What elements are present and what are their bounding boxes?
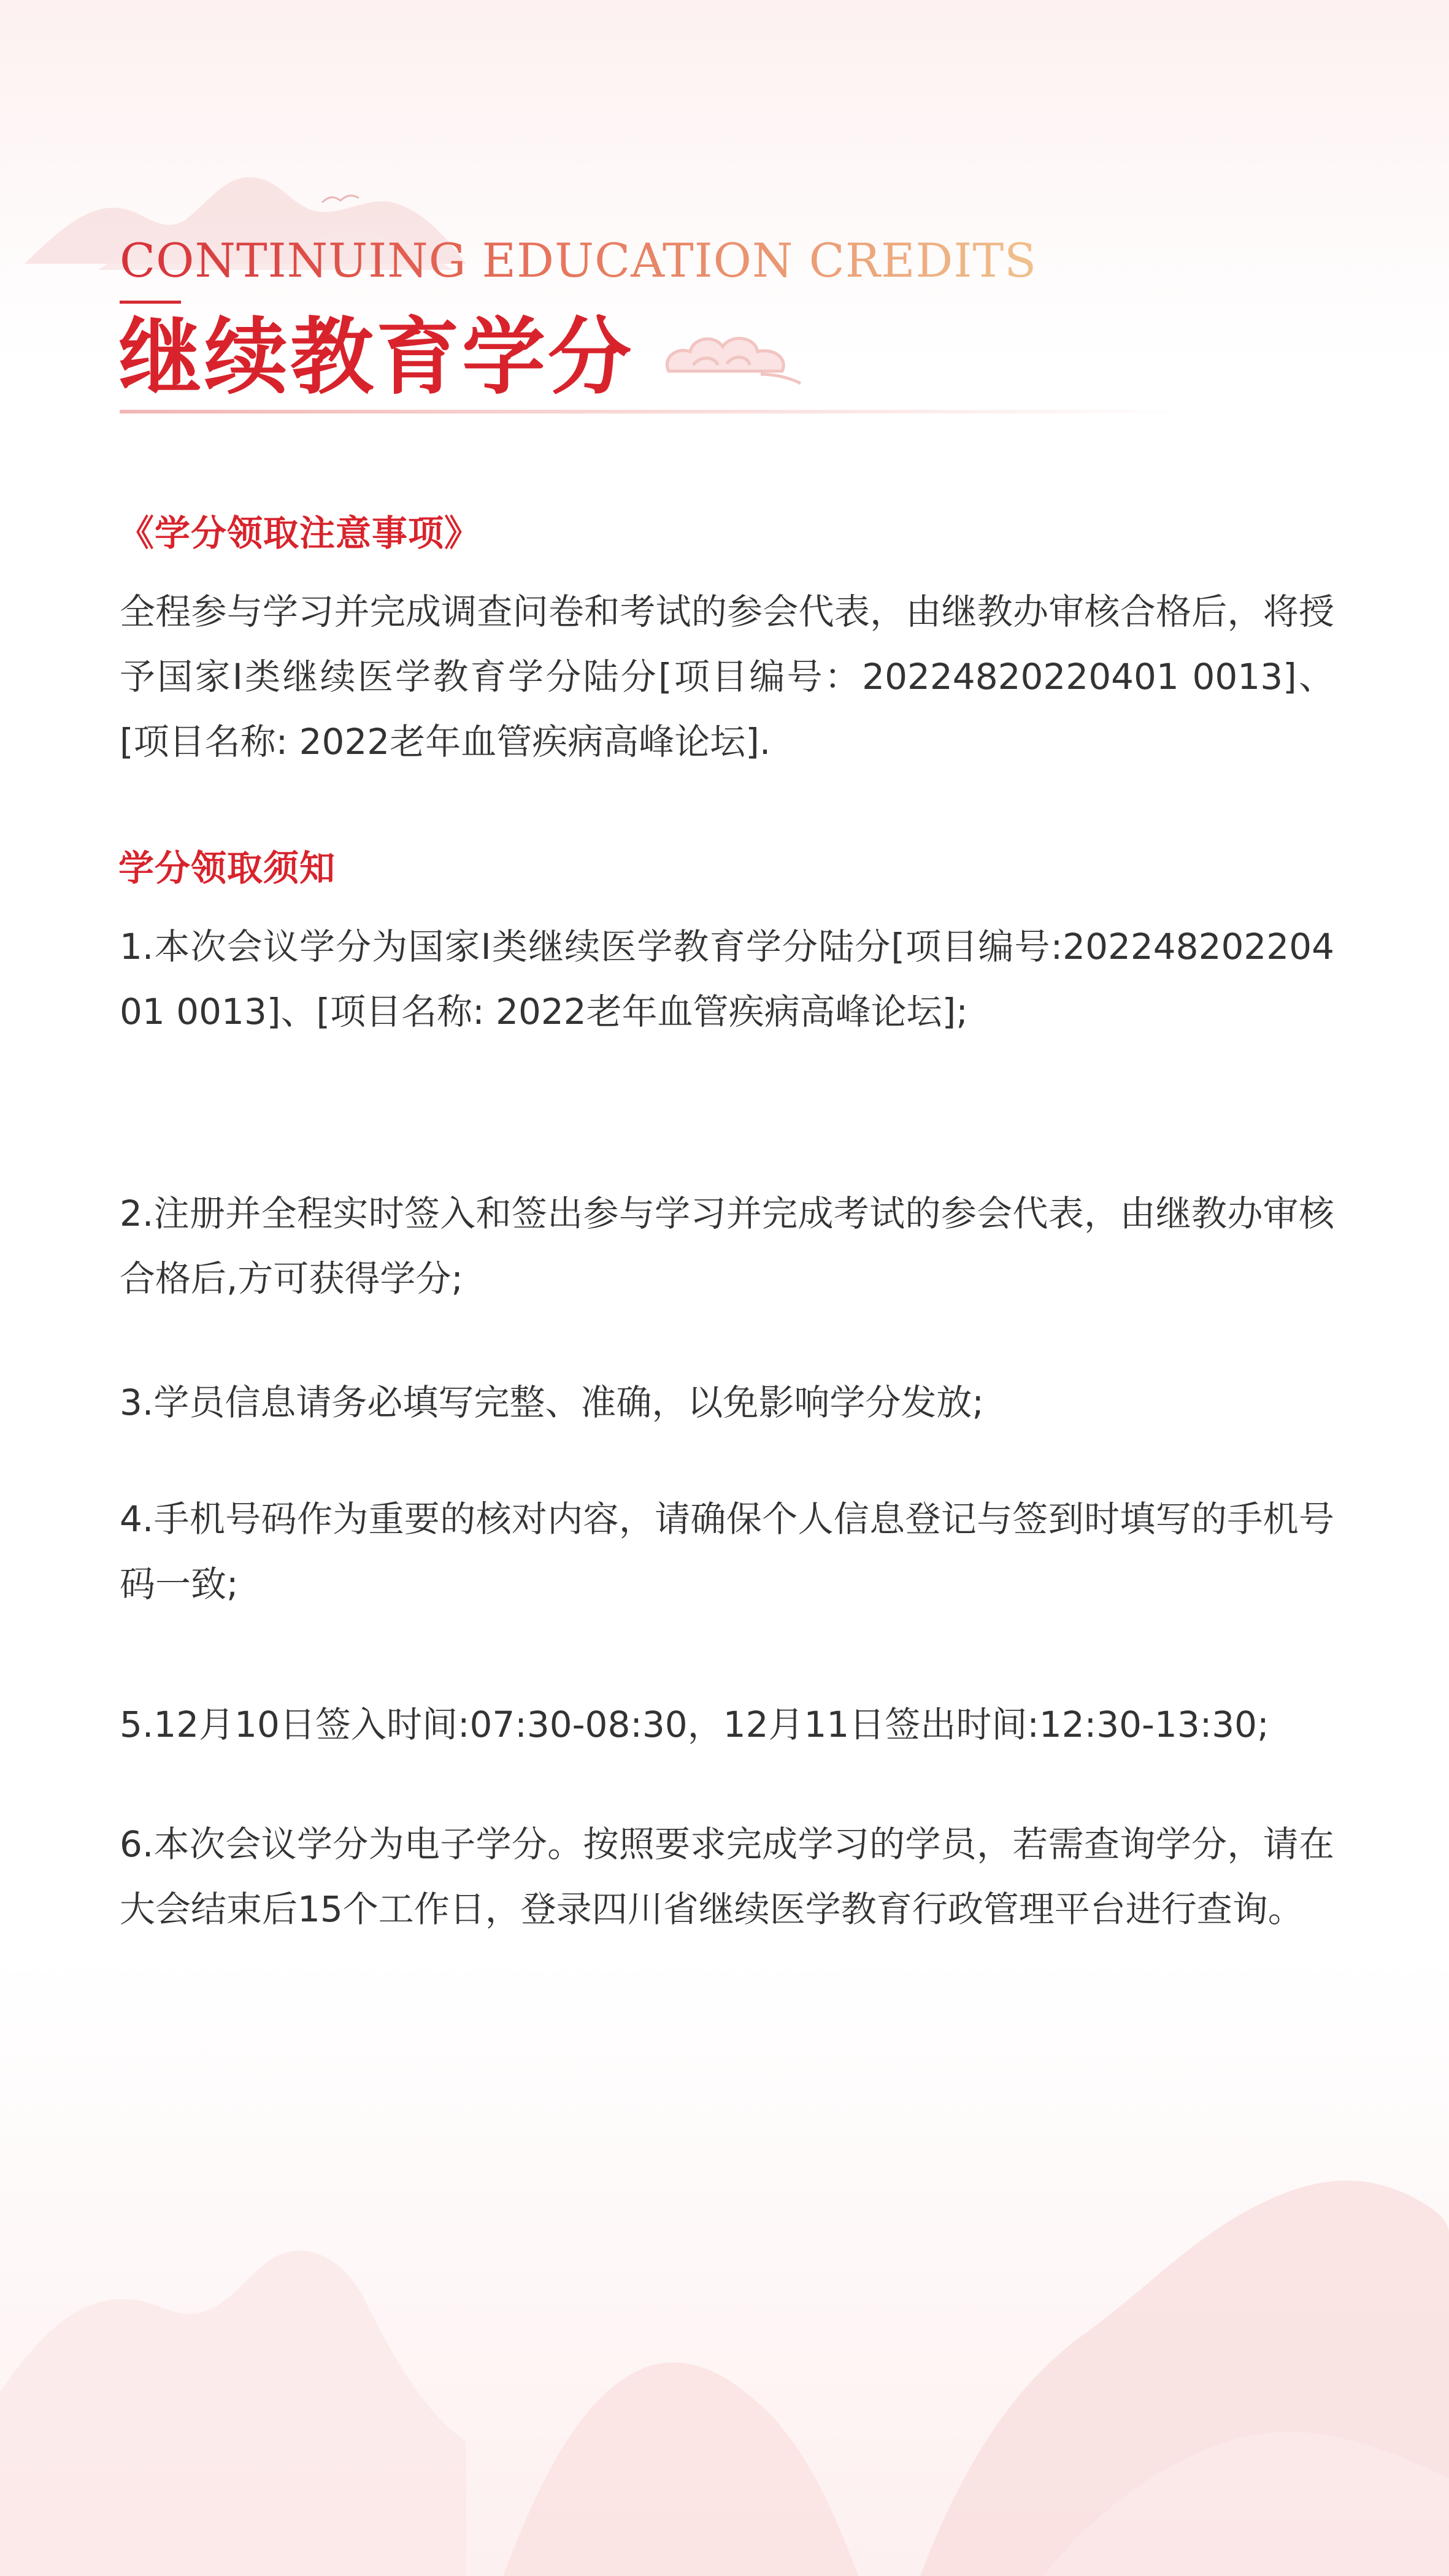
- instruction-item-1: 1.本次会议学分为国家I类继续医学教育学分陆分[项目编号:20224820220401 0013]、[项目名称: 2022老年血管疾病高峰论坛];: [120, 926, 1334, 1032]
- page-title: 继续教育学分: [118, 308, 634, 406]
- notice-body: 全程参与学习并完成调查问卷和考试的参会代表，由继教办审核合格后，将授予国家I类继续医学教育学分陆分[项目编号：20224820220401 0013]、[项目名称: 2022老年血管疾病高峰论坛].: [120, 591, 1334, 763]
- mountain-icon: [0, 2049, 1449, 2576]
- header-divider: [120, 410, 1193, 413]
- bird-icon: [319, 187, 362, 212]
- instruction-item-4: 4.手机号码作为重要的核对内容，请确保个人信息登记与签到时填写的手机号码一致;: [120, 1498, 1334, 1605]
- instruction-item-5: 5.12月10日签入时间:07:30-08:30，12月11日签出时间:12:30-13:30;: [120, 1704, 1269, 1745]
- notice-title: 《学分领取注意事项》: [118, 512, 481, 554]
- header-accent-underline: [120, 301, 181, 304]
- header-title-en: CONTINUING EDUCATION CREDITS: [120, 233, 1037, 288]
- instruction-item-2: 2.注册并全程实时签入和签出参与学习并完成考试的参会代表，由继教办审核合格后,方可获得学分;: [120, 1193, 1334, 1299]
- instructions-title: 学分领取须知: [118, 847, 336, 889]
- cloud-icon: [656, 322, 804, 390]
- instruction-item-6: 6.本次会议学分为电子学分。按照要求完成学习的学员，若需查询学分，请在大会结束后15个工作日，登录四川省继续医学教育行政管理平台进行查询。: [120, 1823, 1334, 1930]
- instruction-item-3: 3.学员信息请务必填写完整、准确，以免影响学分发放;: [120, 1382, 984, 1423]
